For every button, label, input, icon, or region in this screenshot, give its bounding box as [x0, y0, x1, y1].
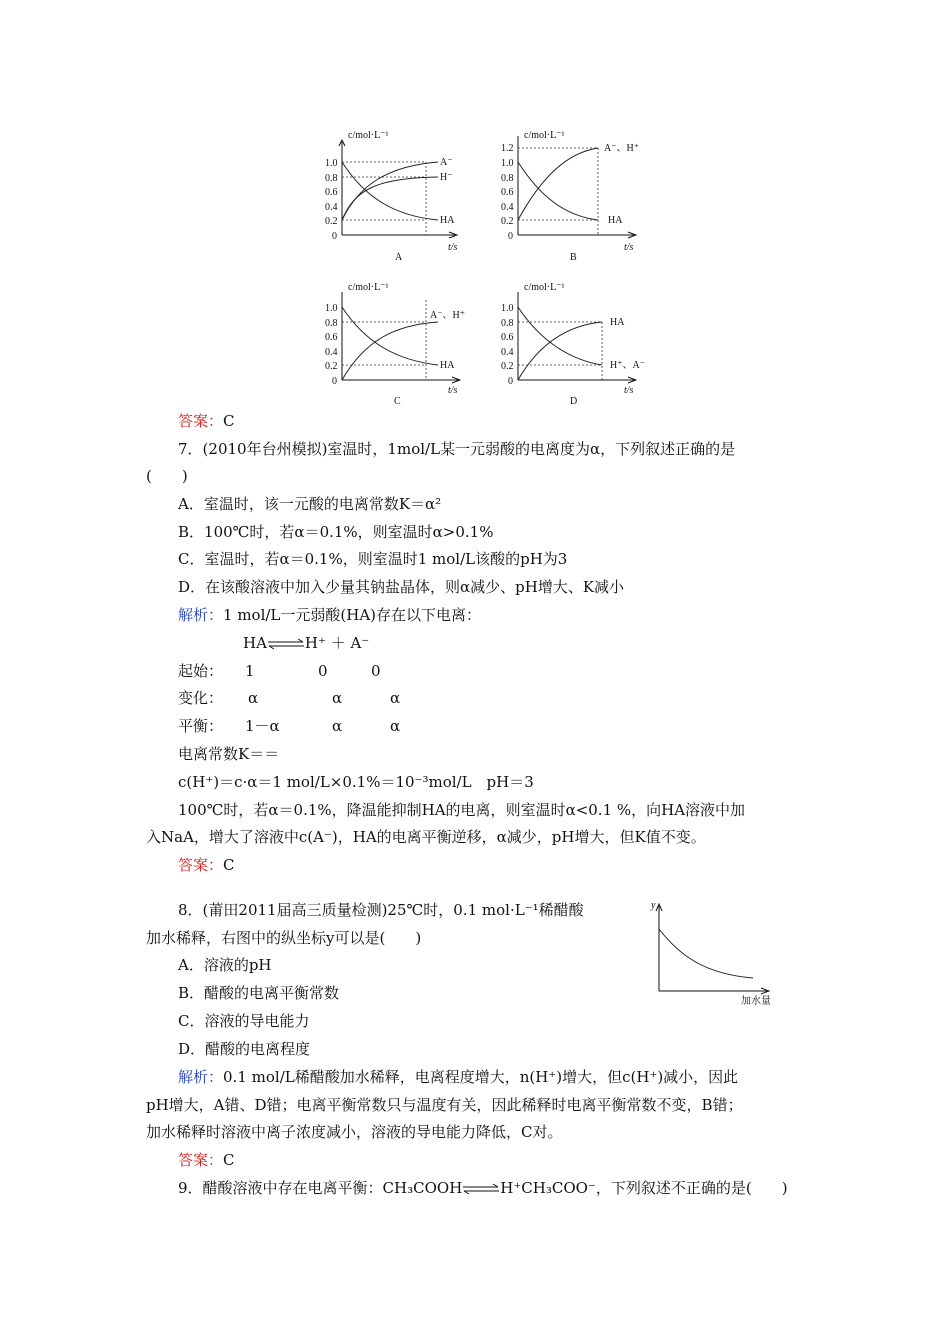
q7-answer: [178, 855, 235, 875]
q7-option-c: C．室温时，若α＝0.1%，则室温时1 mol/L该酸的pH为3: [178, 550, 568, 568]
y-tick: 0.4: [325, 347, 338, 358]
y-tick: 0.4: [501, 202, 514, 213]
q8-option-a: A．溶液的pH: [178, 956, 272, 974]
row-cell: 1: [245, 662, 255, 680]
q9-stem-b: H⁺CH₃COO⁻，下列叙述不正确的是( ): [500, 1179, 788, 1197]
row-cell: α: [390, 689, 401, 707]
series-label: A⁻、H⁺: [604, 143, 639, 154]
q8-option-d: D．醋酸的电离程度: [178, 1040, 311, 1058]
x-axis-label: t/s: [448, 385, 458, 396]
q8-option-c: C．溶液的导电能力: [178, 1012, 310, 1030]
y-tick: 1.0: [501, 303, 514, 314]
q9-stem-a: 9．醋酸溶液中存在电离平衡：CH₃COOH: [178, 1179, 463, 1197]
y-tick: 1.2: [501, 143, 514, 154]
y-tick: 0.4: [325, 202, 338, 213]
answer-label: 答案：: [178, 412, 224, 430]
analysis-label: 解析：: [178, 606, 224, 624]
row-cell: 0: [318, 662, 328, 680]
series-label: H⁻: [440, 172, 453, 183]
q8-answer: [178, 1150, 235, 1170]
analysis-intro: 1 mol/L一元弱酸(HA)存在以下电离：: [223, 606, 482, 624]
equation-left: HA: [243, 634, 267, 652]
row-cell: α: [332, 689, 343, 707]
series-label: A⁻、H⁺: [430, 310, 465, 321]
q8-analysis-1: [178, 1067, 738, 1087]
y-tick: 0.2: [325, 216, 338, 227]
panel-caption: A: [395, 252, 403, 263]
y-axis-label: c/mol·L⁻¹: [348, 130, 389, 141]
q7-stem: 7．(2010年台州模拟)室温时，1mol/L某一元弱酸的电离度为α，下列叙述正确的是: [178, 440, 736, 458]
x-axis-label: t/s: [448, 242, 458, 253]
q7-option-a: A．室温时，该一元酸的电离常数K＝α²: [178, 495, 442, 513]
answer-value: C: [223, 856, 235, 874]
panel-caption: B: [570, 252, 577, 263]
row-label: 平衡：: [178, 717, 224, 735]
y-axis-label: y: [651, 900, 656, 911]
q7-explanation-2: 入NaA，增大了溶液中c(A⁻)，HA的电离平衡逆移，α减少，pH增大，但K值不变。: [146, 828, 706, 846]
analysis-text: 0.1 mol/L稀醋酸加水稀释，电离程度增大，n(H⁺)增大，但c(H⁺)减小，因此: [223, 1068, 739, 1086]
y-tick: 1.0: [325, 303, 338, 314]
y-tick: 0: [508, 231, 513, 242]
series-label: HA: [610, 317, 625, 328]
q8-analysis-3: 加水稀释时溶液中离子浓度减小，溶液的导电能力降低，C对。: [146, 1123, 563, 1141]
y-tick: 0.8: [501, 318, 514, 329]
x-axis-label: t/s: [624, 385, 634, 396]
x-axis-label: 加水量: [741, 996, 771, 1007]
y-tick: 0.8: [325, 173, 338, 184]
row-cell: 1－α: [245, 717, 280, 735]
table-row: [178, 716, 223, 736]
q7-k-line: 电离常数K＝＝: [178, 745, 280, 763]
equilibrium-arrow-icon: [462, 1183, 500, 1195]
q7-paren: ( ): [146, 467, 188, 485]
q8-stem-2: 加水稀释，右图中的纵坐标y可以是( ): [146, 929, 422, 947]
y-tick: 0.2: [325, 361, 338, 372]
q6-answer: [178, 411, 235, 431]
y-tick: 0.2: [501, 216, 514, 227]
y-axis-label: c/mol·L⁻¹: [524, 282, 565, 293]
y-tick: 0.6: [501, 332, 514, 343]
y-tick: 0.8: [501, 173, 514, 184]
row-cell: 0: [371, 662, 381, 680]
row-cell: α: [332, 717, 343, 735]
answer-label: 答案：: [178, 856, 224, 874]
y-tick: 1.0: [325, 158, 338, 169]
x-axis-label: t/s: [624, 242, 634, 253]
answer-label: 答案：: [178, 1151, 224, 1169]
q7-explanation-1: 100℃时，若α＝0.1%，降温能抑制HA的电离，则室温时α<0.1 %，向HA溶液中加: [178, 801, 746, 819]
q7-equation: [243, 633, 369, 653]
y-tick: 0.8: [325, 318, 338, 329]
y-axis-label: c/mol·L⁻¹: [348, 282, 389, 293]
y-tick: 0.4: [501, 347, 514, 358]
y-tick: 0.6: [325, 332, 338, 343]
series-label: HA: [608, 215, 623, 226]
table-row: [178, 661, 223, 681]
row-cell: α: [248, 689, 259, 707]
q7-option-b: B．100℃时，若α＝0.1%，则室温时α>0.1%: [178, 523, 494, 541]
analysis-label: 解析：: [178, 1068, 224, 1086]
q7-ch-line: c(H⁺)＝c·α＝1 mol/L×0.1%＝10⁻³mol/L pH＝3: [178, 773, 534, 791]
panel-caption: D: [570, 396, 578, 407]
panel-caption: C: [394, 396, 401, 407]
series-label: HA: [440, 215, 455, 226]
chart-panel-c: [320, 280, 480, 410]
q8-stem-1: 8．(莆田2011届高三质量检测)25℃时，0.1 mol·L⁻¹稀醋酸: [178, 901, 584, 919]
dilution-graph: [645, 896, 775, 1006]
row-label: 起始：: [178, 662, 224, 680]
y-tick: 0: [332, 376, 337, 387]
q7-analysis: [178, 605, 481, 625]
chart-panel-d: [496, 280, 656, 410]
y-axis-label: c/mol·L⁻¹: [524, 130, 565, 141]
q9-stem: [178, 1178, 788, 1198]
y-tick: 0.6: [501, 187, 514, 198]
q8-analysis-2: pH增大，A错、D错；电离平衡常数只与温度有关，因此稀释时电离平衡常数不变，B错；: [146, 1096, 743, 1114]
answer-value: C: [223, 1151, 235, 1169]
y-tick: 1.0: [501, 158, 514, 169]
equation-right: H⁺ ＋ A⁻: [304, 634, 370, 652]
series-label: A⁻: [440, 157, 453, 168]
y-tick: 0.2: [501, 361, 514, 372]
chart-panel-a: [320, 128, 470, 268]
series-label: HA: [440, 360, 455, 371]
row-label: 变化：: [178, 689, 224, 707]
answer-value: C: [223, 412, 235, 430]
y-tick: 0: [508, 376, 513, 387]
row-cell: α: [390, 717, 401, 735]
chart-panel-b: [496, 128, 656, 268]
q7-option-d: D．在该酸溶液中加入少量其钠盐晶体，则α减少、pH增大、K减小: [178, 578, 625, 596]
series-label: H⁺、A⁻: [610, 360, 645, 371]
equilibrium-arrow-icon: [267, 638, 305, 650]
y-tick: 0: [332, 231, 337, 242]
y-tick: 0.6: [325, 187, 338, 198]
table-row: [178, 688, 223, 708]
q8-option-b: B．醋酸的电离平衡常数: [178, 984, 340, 1002]
